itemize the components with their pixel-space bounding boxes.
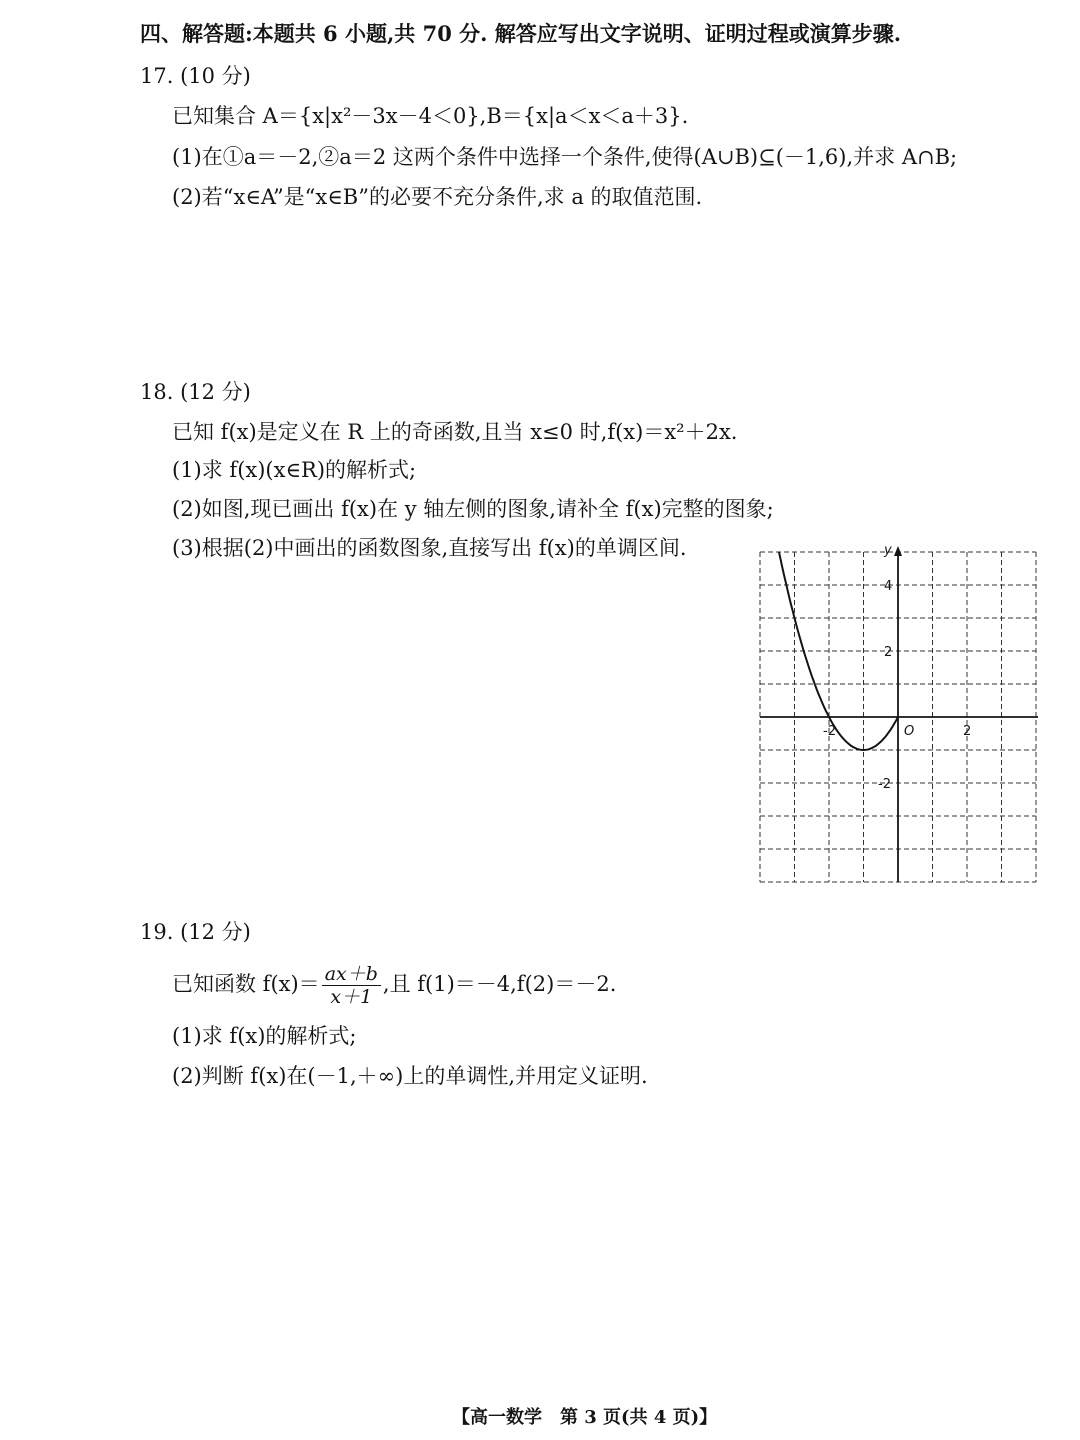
q18-stem: 已知 f(x)是定义在 R 上的奇函数,且当 x≤0 时,f(x)＝x²＋2x. bbox=[172, 420, 738, 444]
x-tick-label: -2 bbox=[823, 724, 836, 739]
y-tick-label: -2 bbox=[878, 777, 891, 792]
q19-number: 19. (12 分) bbox=[140, 920, 251, 944]
q17-part1: (1)在①a＝－2,②a＝2 这两个条件中选择一个条件,使得(A∪B)⊆(－1,6),并求 A∩B; bbox=[172, 145, 958, 169]
q17-stem: 已知集合 A＝{x|x²－3x－4＜0},B＝{x|a＜x＜a＋3}. bbox=[172, 104, 689, 128]
q17-number: 17. (10 分) bbox=[140, 64, 251, 88]
function-graph bbox=[756, 542, 1040, 892]
y-axis-label: y bbox=[884, 543, 892, 558]
q18-part2: (2)如图,现已画出 f(x)在 y 轴左侧的图象,请补全 f(x)完整的图象; bbox=[172, 497, 774, 521]
q18-part3: (3)根据(2)中画出的函数图象,直接写出 f(x)的单调区间. bbox=[172, 536, 687, 560]
graph-axes bbox=[760, 546, 1038, 882]
x-tick-label: 2 bbox=[963, 724, 972, 739]
y-tick-label: 4 bbox=[884, 579, 893, 594]
section-heading: 四、解答题:本题共 6 小题,共 70 分. 解答应写出文字说明、证明过程或演算步骤. bbox=[140, 21, 902, 46]
q17-part2: (2)若“x∈A”是“x∈B”的必要不充分条件,求 a 的取值范围. bbox=[172, 185, 703, 209]
page-footer: 【高一数学 第 3 页(共 4 页)】 bbox=[452, 1407, 718, 1428]
y-tick-label: 2 bbox=[884, 645, 893, 660]
q19-fraction bbox=[322, 963, 381, 1008]
q19-frac-numerator: ax＋b bbox=[322, 963, 381, 986]
q19-part1: (1)求 f(x)的解析式; bbox=[172, 1024, 357, 1048]
q19-stem-prefix: 已知函数 f(x)＝ bbox=[172, 972, 320, 996]
origin-label: O bbox=[904, 724, 915, 739]
y-axis-arrow bbox=[894, 546, 902, 556]
q18-part1: (1)求 f(x)(x∈R)的解析式; bbox=[172, 458, 417, 482]
q19-stem bbox=[172, 962, 616, 1008]
q19-stem-suffix: ,且 f(1)＝－4,f(2)＝－2. bbox=[382, 972, 617, 996]
q19-frac-denominator: x＋1 bbox=[330, 986, 373, 1008]
q18-number: 18. (12 分) bbox=[140, 380, 251, 404]
q19-part2: (2)判断 f(x)在(－1,＋∞)上的单调性,并用定义证明. bbox=[172, 1064, 648, 1088]
